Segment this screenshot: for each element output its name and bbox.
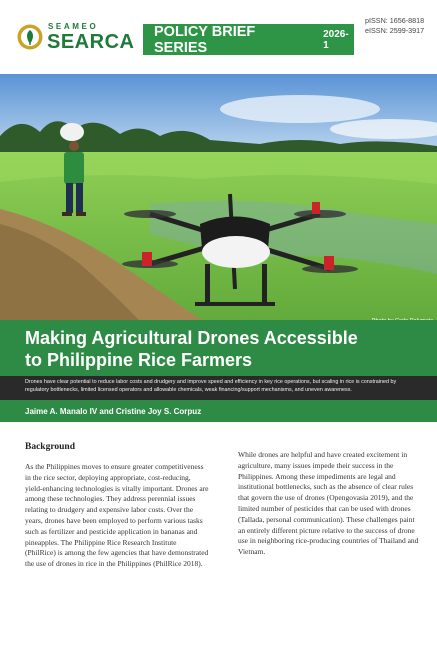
title-band	[0, 320, 437, 376]
abstract-text: Drones have clear potential to reduce labor costs and drudgery and improve speed and efficiency in key rice operations, but scaling in rice is constrained by regulatory bottlenecks, limited licensed operators and allowable chemicals, weak financing/support mechanisms, and uneven awareness.	[25, 379, 397, 393]
drone-field-illustration	[0, 74, 437, 332]
searca-logo-icon	[17, 24, 43, 50]
logo-org-top: SEAMEO	[48, 22, 99, 31]
series-banner	[143, 24, 354, 55]
cover-photo	[0, 74, 437, 332]
header	[0, 0, 437, 74]
background-paragraph-right: While drones are helpful and have created excitement in agriculture, many issues impede their success in the Philippines. Among these impediments are legal and institutional bottlenecks, such as the absence of clear rules that govern the use of drones (Opengovasia 2019), and the limited number of pesticides that can be used with drones (Tallada, personal communication). These challenges paint an entirely different picture relative to the success of drone use in neighboring rice-producing countries of Thailand and Vietnam.	[238, 450, 419, 557]
series-title: POLICY BRIEF SERIES	[154, 23, 256, 56]
authors: Jaime A. Manalo IV and Cristine Joy S. Corpuz	[25, 406, 202, 416]
title-line-2: to Philippine Rice Farmers	[25, 350, 253, 370]
series-number: 2026-1	[323, 28, 349, 51]
background-paragraph-left: As the Philippines moves to ensure greater competitiveness in the rice sector, deploying appropriate, cost-reducing, yield-enhancing technologies is vitally important. Drones are among these technologies. They address perennial issues relating to drudgery and expensive labor costs. Over the years, drones have been employed to perform various tasks such as fertilizer and pesticide application in bananas and pineapples. The Philippine Rice Research Institute (PhilRice) is among the few agencies that have demonstrated the use of drones in rice in the Philippines (PhilRice 2018).	[25, 462, 209, 569]
authors-band	[0, 400, 437, 422]
logo-org-name: SEARCA	[47, 31, 135, 53]
section-heading-background: Background	[25, 442, 75, 452]
left-column	[25, 442, 209, 570]
abstract-band	[0, 376, 437, 400]
title-line-1: Making Agricultural Drones Accessible	[25, 328, 358, 348]
right-column	[238, 450, 422, 558]
eissn: eISSN: 2599-3917	[365, 26, 425, 35]
pissn: pISSN: 1656-8818	[365, 16, 425, 25]
